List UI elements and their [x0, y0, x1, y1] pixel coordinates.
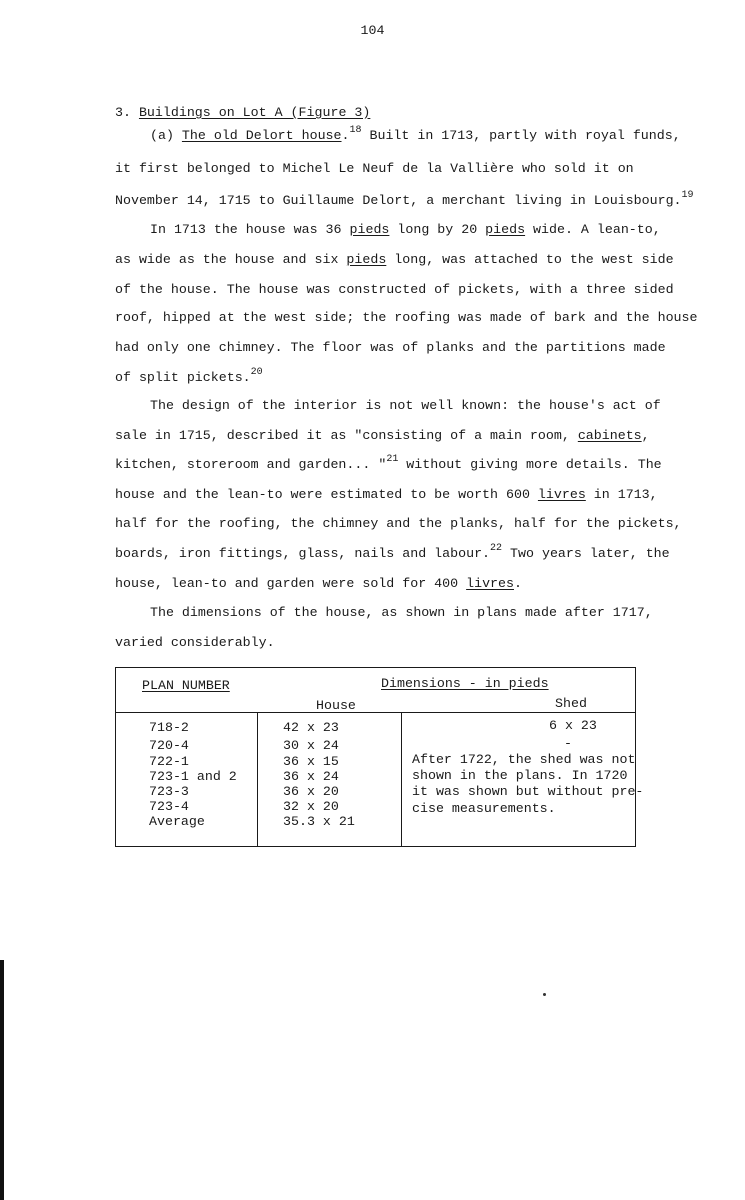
- dimensions-header: Dimensions - in pieds: [381, 676, 549, 691]
- text-line: [150, 398, 661, 413]
- text-run: livres: [466, 576, 514, 591]
- text-run: ,: [641, 428, 650, 443]
- house-dimensions-cell: 42 x 23: [283, 720, 339, 735]
- text-run: of the house. The house was constructed of pickets, with a three sided: [115, 282, 674, 297]
- text-line: [150, 222, 661, 237]
- plan-number-cell: 718-2: [149, 720, 189, 735]
- scan-speck: [543, 993, 546, 996]
- plan-number-cell: Average: [149, 814, 205, 829]
- page-number: 104: [360, 23, 385, 38]
- text-run: varied considerably.: [115, 635, 275, 650]
- text-run: The old Delort house: [181, 128, 342, 143]
- column-divider-plan: [257, 712, 258, 846]
- plan-number-cell: 723-3: [149, 784, 189, 799]
- text-line: [150, 605, 653, 620]
- text-run: .: [341, 128, 350, 143]
- text-line: [115, 516, 682, 531]
- text-run: house and the lean-to were estimated to be worth 600: [115, 487, 538, 502]
- footnote-ref: 21: [386, 453, 399, 465]
- text-run: long, was attached to the west side: [386, 252, 674, 267]
- text-run: wide. A lean-to,: [525, 222, 661, 237]
- text-line: [115, 252, 674, 267]
- text-run: The dimensions of the house, as shown in plans made after 1717,: [150, 605, 653, 620]
- text-run: sale in 1715, described it as "consisting of a main room,: [115, 428, 578, 443]
- house-dimensions-cell: 35.3 x 21: [283, 814, 355, 829]
- text-run: roof, hipped at the west side; the roofing was made of bark and the house: [115, 310, 698, 325]
- text-run: of split pickets.: [115, 370, 251, 385]
- section-title: Buildings on Lot A (Figure 3): [138, 105, 371, 120]
- text-line: [115, 189, 694, 208]
- text-run: boards, iron fittings, glass, nails and labour.: [115, 546, 491, 561]
- text-run: long by 20: [389, 222, 486, 237]
- plan-number-cell: 723-1 and 2: [149, 769, 237, 784]
- house-dimensions-cell: 32 x 20: [283, 799, 339, 814]
- footnote-ref: 19: [681, 189, 694, 201]
- text-run: in 1713,: [585, 487, 658, 502]
- shed-dimensions-cell: -: [564, 736, 572, 751]
- text-line: [115, 635, 275, 650]
- section-number: 3.: [115, 105, 131, 120]
- house-dimensions-cell: 36 x 20: [283, 784, 339, 799]
- text-run: pieds: [485, 222, 526, 237]
- footnote-ref: 22: [490, 542, 503, 554]
- text-run: Two years later, the: [502, 546, 670, 561]
- text-run: (a): [150, 128, 182, 143]
- scan-edge-mark: [0, 960, 4, 1200]
- header-rule: [116, 712, 635, 713]
- text-run: The design of the interior is not well known: the house's act of: [150, 398, 661, 413]
- plan-number-header: PLAN NUMBER: [142, 678, 230, 693]
- house-header: House: [316, 698, 356, 713]
- text-run: livres: [537, 487, 586, 502]
- house-dimensions-cell: 36 x 24: [283, 769, 339, 784]
- shed-header: Shed: [555, 696, 587, 711]
- plan-number-cell: 720-4: [149, 738, 189, 753]
- house-dimensions-cell: 30 x 24: [283, 738, 339, 753]
- text-line: [115, 161, 634, 176]
- text-run: cabinets: [577, 428, 642, 443]
- shed-note: After 1722, the shed was not shown in the plans. In 1720 it was shown but without pre- cise measurements.: [412, 752, 644, 816]
- text-run: it first belonged to Michel Le Neuf de la Vallière who sold it on: [115, 161, 634, 176]
- text-run: house, lean-to and garden were sold for 400: [115, 576, 467, 591]
- footnote-ref: 18: [349, 124, 362, 136]
- text-run: In 1713 the house was 36: [150, 222, 350, 237]
- text-line: [115, 576, 522, 591]
- text-run: without giving more details. The: [398, 457, 662, 472]
- plan-number-cell: 723-4: [149, 799, 189, 814]
- text-line: [115, 340, 666, 355]
- shed-dimensions-cell: 6 x 23: [549, 718, 597, 733]
- text-line: [150, 124, 681, 143]
- dimensions-table: [115, 667, 644, 847]
- section-heading: [115, 105, 370, 120]
- footnote-ref: 20: [250, 366, 263, 378]
- text-line: [115, 453, 662, 472]
- text-run: as wide as the house and six: [115, 252, 347, 267]
- text-run: November 14, 1715 to Guillaume Delort, a merchant living in Louisbourg.: [115, 193, 682, 208]
- text-run: Built in 1713, partly with royal funds,: [361, 128, 681, 143]
- text-run: .: [514, 576, 522, 591]
- text-line: [115, 428, 650, 443]
- text-run: half for the roofing, the chimney and the planks, half for the pickets,: [115, 516, 682, 531]
- text-line: [115, 310, 698, 325]
- column-divider-house: [401, 712, 402, 846]
- text-line: [115, 487, 658, 502]
- house-dimensions-cell: 36 x 15: [283, 754, 339, 769]
- text-line: [115, 366, 263, 385]
- text-run: pieds: [346, 252, 387, 267]
- text-run: pieds: [349, 222, 390, 237]
- text-line: [115, 542, 670, 561]
- plan-number-cell: 722-1: [149, 754, 189, 769]
- text-run: had only one chimney. The floor was of planks and the partitions made: [115, 340, 666, 355]
- text-line: [115, 282, 674, 297]
- text-run: kitchen, storeroom and garden... ": [115, 457, 387, 472]
